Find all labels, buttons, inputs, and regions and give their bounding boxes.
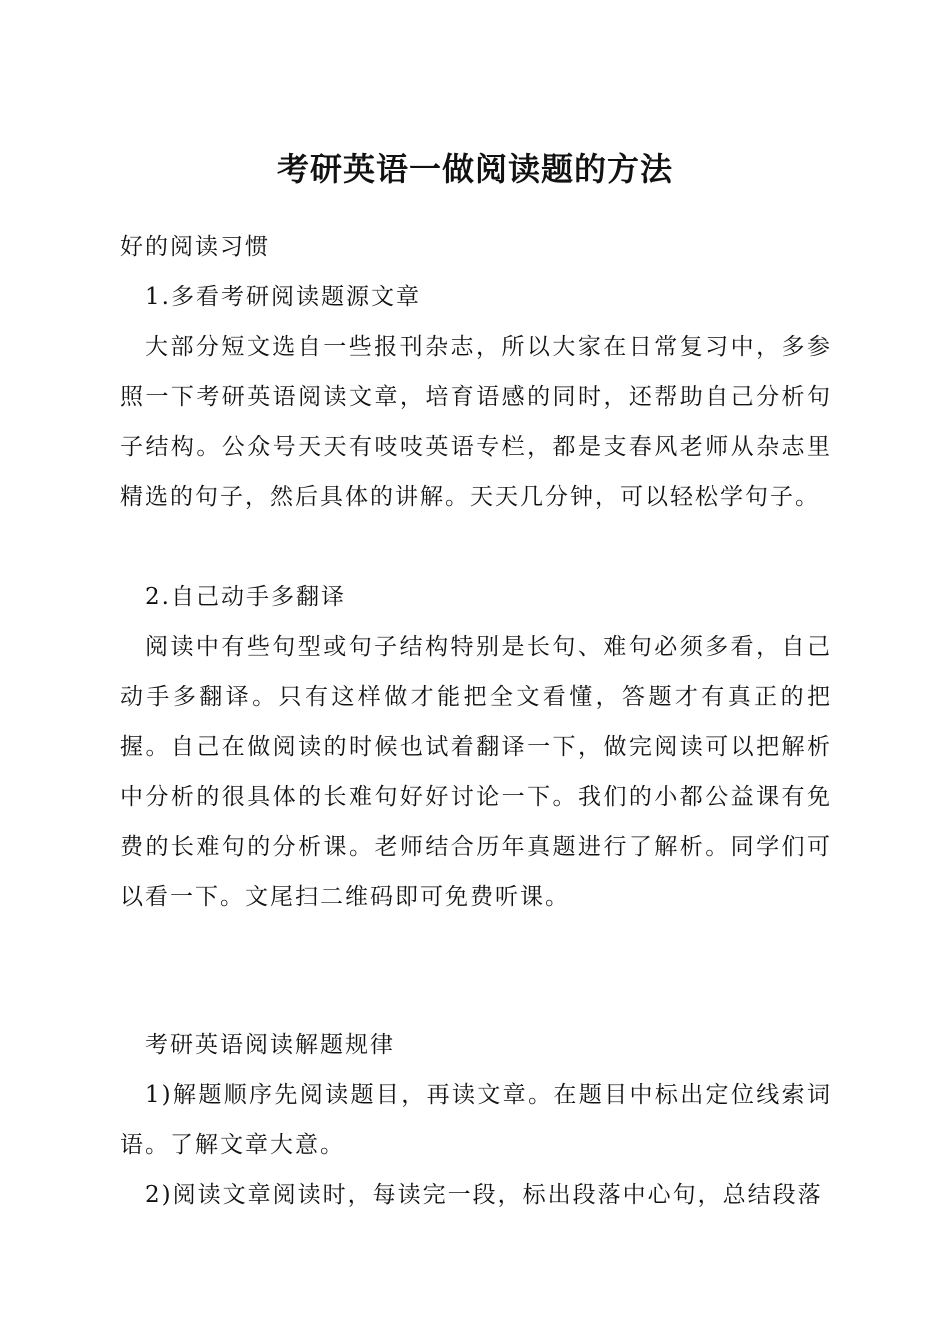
section-heading-solving-patterns: 考研英语阅读解题规律 (145, 1032, 395, 1058)
document-body (120, 222, 832, 1220)
subheading-read-source-articles: 1.多看考研阅读题源文章 (145, 284, 421, 310)
document-title: 考研英语一做阅读题的方法 (276, 150, 673, 188)
paragraph-step-1: 1)解题顺序先阅读题目，再读文章。在题目中标出定位线索词语。了解文章大意。 (120, 1082, 832, 1158)
paragraph-translate-yourself: 阅读中有些句型或句子结构特别是长句、难句必须多看，自己动手多翻译。只有这样做才能把全文看懂，答题才有真正的把握。自己在做阅读的时候也试着翻译一下，做完阅读可以把解析中分析的很具体的长难句好好讨论一下。我们的小都公益课有免费的长难句的分析课。老师结合历年真题进行了解析。同学们可以看一下。文尾扫二维码即可免费听课。 (120, 634, 832, 910)
spacer (120, 922, 832, 1020)
spacer (120, 522, 832, 572)
paragraph-source-articles: 大部分短文选自一些报刊杂志，所以大家在日常复习中，多参照一下考研英语阅读文章，培育语感的同时，还帮助自己分析句子结构。公众号天天有吱吱英语专栏，都是支春风老师从杂志里精选的句子，然后具体的讲解。天天几分钟，可以轻松学句子。 (120, 334, 832, 510)
paragraph-step-2: 2)阅读文章阅读时，每读完一段，标出段落中心句，总结段落 (145, 1182, 823, 1208)
subheading-translate-yourself: 2.自己动手多翻译 (145, 584, 346, 610)
section-heading-reading-habits: 好的阅读习惯 (120, 234, 270, 260)
